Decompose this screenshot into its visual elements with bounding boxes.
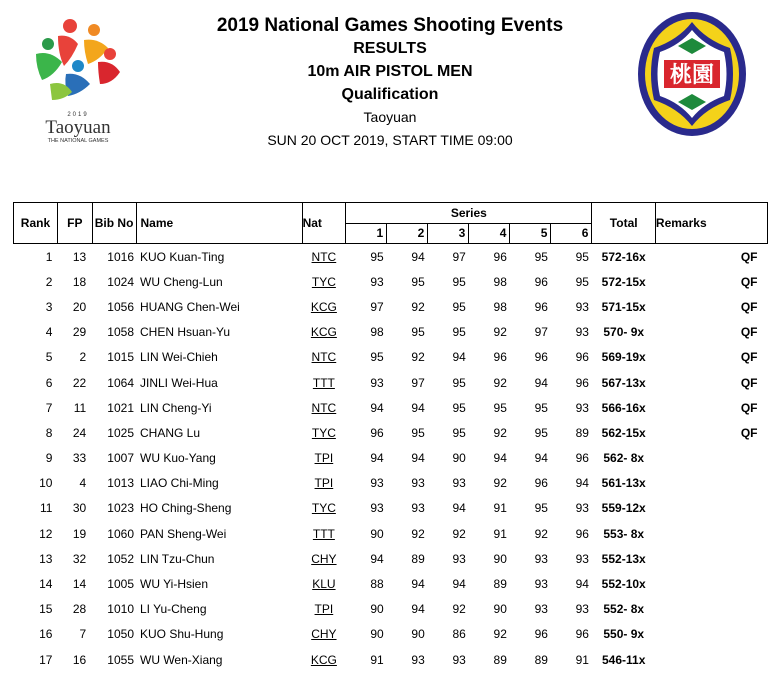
team-code-link: NTC — [311, 400, 337, 415]
header-series: Series — [346, 203, 592, 224]
remarks-cell — [655, 546, 767, 571]
series-6-score: 95 — [575, 249, 589, 264]
total-score-cell: 569-19x — [601, 350, 646, 365]
series-5-score: 93 — [534, 602, 548, 617]
athlete-name-cell: PAN Sheng-Wei — [140, 526, 227, 541]
series-3-score: 94 — [452, 350, 466, 365]
series-6-score: 96 — [575, 451, 589, 466]
team-code-cell — [302, 571, 346, 596]
series-1-score: 95 — [370, 249, 384, 264]
series-3-score: 94 — [452, 501, 466, 516]
series-4-score: 94 — [493, 451, 507, 466]
series-2-score: 92 — [411, 526, 425, 541]
series-3-score: 97 — [452, 249, 466, 264]
athlete-name-cell: JINLI Wei-Hua — [140, 375, 218, 390]
firing-point-cell: 24 — [72, 425, 87, 440]
firing-point-cell: 30 — [72, 501, 87, 516]
series-6-score: 89 — [575, 425, 589, 440]
bib-number-cell: 1052 — [107, 551, 134, 566]
header-fp: FP — [57, 203, 92, 244]
team-code-link: NTC — [311, 350, 337, 365]
series-4-score: 89 — [493, 577, 507, 592]
series-1-score: 93 — [370, 274, 384, 289]
series-3-score: 92 — [452, 602, 466, 617]
series-2-score: 95 — [411, 325, 425, 340]
series-4-score: 92 — [493, 425, 507, 440]
series-2-score: 94 — [411, 451, 425, 466]
bib-number-cell: 1005 — [107, 577, 134, 592]
series-6-score: 93 — [575, 551, 589, 566]
team-code-cell — [302, 345, 346, 370]
total-score-cell: 566-16x — [601, 400, 646, 415]
series-1-score: 90 — [370, 627, 384, 642]
series-4-score: 89 — [493, 652, 507, 667]
series-6-score: 93 — [575, 501, 589, 516]
report-header — [150, 14, 630, 152]
series-6-score: 96 — [575, 627, 589, 642]
series-5-score: 93 — [534, 551, 548, 566]
series-6-score: 93 — [575, 602, 589, 617]
athlete-name-cell: HO Ching-Sheng — [140, 501, 232, 516]
series-1-score: 88 — [370, 577, 384, 592]
series-4-score: 90 — [493, 551, 507, 566]
series-6-score: 96 — [575, 350, 589, 365]
rank-cell: 6 — [45, 375, 53, 390]
report-venue: Taoyuan — [363, 109, 417, 125]
series-5-score: 94 — [534, 451, 548, 466]
athlete-name-cell: LIN Wei-Chieh — [140, 350, 218, 365]
team-code-cell — [302, 521, 346, 546]
series-6-score: 91 — [575, 652, 589, 667]
total-score-cell: 562- 8x — [603, 451, 645, 466]
series-6-score: 94 — [575, 476, 589, 491]
series-2-score: 95 — [411, 425, 425, 440]
series-1-score: 94 — [370, 551, 384, 566]
city-emblem-icon — [636, 10, 748, 138]
series-1-score: 98 — [370, 325, 384, 340]
header-rank: Rank — [14, 203, 58, 244]
series-1-score: 96 — [370, 425, 384, 440]
bib-number-cell: 1056 — [107, 299, 134, 314]
table-row — [14, 420, 768, 445]
series-3-score: 95 — [452, 274, 466, 289]
bib-number-cell: 1064 — [107, 375, 134, 390]
series-5-score: 92 — [534, 526, 548, 541]
bib-number-cell: 1021 — [107, 400, 134, 415]
table-row — [14, 345, 768, 370]
series-4-score: 96 — [493, 249, 507, 264]
table-row — [14, 244, 768, 270]
series-1-score: 93 — [370, 501, 384, 516]
series-4-score: 91 — [493, 501, 507, 516]
results-table — [13, 202, 768, 672]
bib-number-cell: 1025 — [107, 425, 134, 440]
series-5-score: 93 — [534, 577, 548, 592]
emblem-characters: 桃園 — [669, 63, 715, 88]
series-2-score: 93 — [411, 652, 425, 667]
rank-cell: 11 — [39, 501, 53, 516]
series-1-score: 93 — [370, 375, 384, 390]
series-2-score: 93 — [411, 501, 425, 516]
series-4-score: 92 — [493, 375, 507, 390]
team-code-link: KLU — [312, 577, 336, 592]
remarks-cell — [655, 622, 767, 647]
rank-cell: 5 — [45, 350, 53, 365]
total-score-cell: 572-16x — [601, 249, 646, 264]
team-code-link: TPI — [314, 602, 334, 617]
team-code-cell — [302, 420, 346, 445]
rank-cell: 13 — [39, 551, 53, 566]
series-5-score: 96 — [534, 299, 548, 314]
series-1-score: 90 — [370, 602, 384, 617]
athlete-name-cell: LIN Cheng-Yi — [140, 400, 212, 415]
series-3-score: 95 — [452, 299, 466, 314]
series-2-score: 89 — [411, 551, 425, 566]
series-6-score: 94 — [575, 577, 589, 592]
series-3-score: 90 — [452, 451, 466, 466]
series-6-score: 93 — [575, 325, 589, 340]
series-5-score: 96 — [534, 627, 548, 642]
table-row — [14, 320, 768, 345]
firing-point-cell: 20 — [72, 299, 87, 314]
remarks-cell — [655, 496, 767, 521]
table-row — [14, 622, 768, 647]
team-code-cell — [302, 647, 346, 672]
team-code-cell — [302, 546, 346, 571]
table-row — [14, 571, 768, 596]
total-score-cell: 552-13x — [601, 551, 646, 566]
games-logo — [28, 14, 128, 144]
team-code-cell — [302, 269, 346, 294]
report-phase: Qualification — [341, 86, 439, 103]
rank-cell: 16 — [39, 627, 53, 642]
bib-number-cell: 1023 — [107, 501, 134, 516]
total-score-cell: 562-15x — [601, 425, 646, 440]
report-title: 2019 National Games Shooting Events — [216, 15, 564, 36]
team-code-cell — [302, 320, 346, 345]
table-row — [14, 269, 768, 294]
series-6-score: 95 — [575, 274, 589, 289]
table-row — [14, 521, 768, 546]
table-row — [14, 546, 768, 571]
series-4-score: 98 — [493, 299, 507, 314]
athlete-name-cell: LIN Tzu-Chun — [140, 551, 215, 566]
firing-point-cell: 7 — [79, 627, 87, 642]
series-2-score: 92 — [411, 350, 425, 365]
series-1-score: 95 — [370, 350, 384, 365]
header-remarks: Remarks — [655, 203, 767, 244]
firing-point-cell: 16 — [72, 652, 87, 667]
total-score-cell: 561-13x — [601, 476, 646, 491]
header-series-5: 5 — [510, 223, 551, 244]
bib-number-cell: 1015 — [107, 350, 134, 365]
bib-number-cell: 1060 — [107, 526, 134, 541]
total-score-cell: 571-15x — [601, 299, 646, 314]
series-3-score: 92 — [452, 526, 466, 541]
series-4-score: 92 — [493, 476, 507, 491]
series-2-score: 94 — [411, 602, 425, 617]
results-table-body — [14, 244, 768, 673]
report-results-label: RESULTS — [353, 40, 427, 57]
remarks-cell: QF — [740, 299, 758, 314]
firing-point-cell: 22 — [72, 375, 87, 390]
total-score-cell: 546-11x — [602, 652, 646, 667]
rank-cell: 10 — [39, 476, 53, 491]
team-code-cell — [302, 294, 346, 319]
report-event: 10m AIR PISTOL MEN — [307, 63, 473, 80]
team-code-link: KCG — [310, 325, 337, 340]
series-4-score: 91 — [493, 526, 507, 541]
series-2-score: 90 — [411, 627, 425, 642]
rank-cell: 7 — [45, 400, 53, 415]
series-5-score: 89 — [534, 652, 548, 667]
rank-cell: 14 — [39, 577, 53, 592]
header-nat: Nat — [302, 203, 346, 244]
firing-point-cell: 33 — [72, 451, 87, 466]
series-4-score: 98 — [493, 274, 507, 289]
remarks-cell — [655, 471, 767, 496]
city-emblem — [636, 10, 748, 138]
athlete-name-cell: CHANG Lu — [140, 425, 201, 440]
athlete-name-cell: WU Cheng-Lun — [140, 274, 223, 289]
series-2-score: 97 — [411, 375, 425, 390]
firing-point-cell: 14 — [72, 577, 87, 592]
series-1-score: 94 — [370, 451, 384, 466]
team-code-cell — [302, 496, 346, 521]
team-code-link: CHY — [311, 627, 337, 642]
series-1-score: 93 — [370, 476, 384, 491]
team-code-cell — [302, 395, 346, 420]
series-3-score: 95 — [452, 375, 466, 390]
firing-point-cell: 32 — [72, 551, 87, 566]
header-series-2: 2 — [387, 223, 428, 244]
firing-point-cell: 19 — [72, 526, 87, 541]
team-code-link: TYC — [311, 425, 336, 440]
games-logo-figures-icon — [28, 14, 128, 144]
series-1-score: 90 — [370, 526, 384, 541]
remarks-cell: QF — [740, 350, 758, 365]
series-2-score: 94 — [411, 400, 425, 415]
results-table-header — [14, 203, 768, 244]
logo-subtitle: THE NATIONAL GAMES — [47, 138, 109, 144]
team-code-link: TTT — [312, 526, 335, 541]
athlete-name-cell: LI Yu-Cheng — [140, 602, 207, 617]
report-date: SUN 20 OCT 2019, START TIME 09:00 — [267, 132, 513, 148]
header-series-3: 3 — [428, 223, 469, 244]
rank-cell: 8 — [45, 425, 53, 440]
bib-number-cell: 1024 — [107, 274, 134, 289]
table-row — [14, 647, 768, 672]
series-6-score: 93 — [575, 299, 589, 314]
total-score-cell: 570- 9x — [603, 325, 645, 340]
team-code-link: KCG — [310, 299, 337, 314]
team-code-link: TPI — [314, 451, 334, 466]
athlete-name-cell: LIAO Chi-Ming — [140, 476, 219, 491]
series-5-score: 96 — [534, 476, 548, 491]
rank-cell: 1 — [45, 249, 53, 264]
series-5-score: 95 — [534, 425, 548, 440]
team-code-link: CHY — [311, 551, 337, 566]
team-code-cell — [302, 471, 346, 496]
remarks-cell: QF — [740, 400, 758, 415]
bib-number-cell: 1010 — [107, 602, 134, 617]
athlete-name-cell: WU Kuo-Yang — [140, 451, 216, 466]
athlete-name-cell: HUANG Chen-Wei — [140, 299, 240, 314]
rank-cell: 4 — [45, 325, 53, 340]
team-code-link: NTC — [311, 249, 337, 264]
remarks-cell: QF — [740, 274, 758, 289]
total-score-cell: 553- 8x — [603, 526, 645, 541]
total-score-cell: 550- 9x — [603, 627, 645, 642]
series-6-score: 93 — [575, 400, 589, 415]
series-3-score: 93 — [452, 476, 466, 491]
series-4-score: 96 — [493, 350, 507, 365]
series-4-score: 92 — [493, 325, 507, 340]
team-code-cell — [302, 370, 346, 395]
remarks-cell — [655, 647, 767, 672]
series-4-score: 92 — [493, 627, 507, 642]
team-code-link: TYC — [311, 274, 336, 289]
series-3-score: 86 — [452, 627, 466, 642]
total-score-cell: 552- 8x — [603, 602, 645, 617]
rank-cell: 12 — [39, 526, 53, 541]
series-5-score: 95 — [534, 249, 548, 264]
team-code-link: TPI — [314, 476, 334, 491]
header-series-4: 4 — [469, 223, 510, 244]
header-series-1: 1 — [346, 223, 387, 244]
series-2-score: 95 — [411, 274, 425, 289]
series-5-score: 94 — [534, 375, 548, 390]
bib-number-cell: 1016 — [107, 249, 134, 264]
bib-number-cell: 1013 — [107, 476, 134, 491]
firing-point-cell: 2 — [79, 350, 87, 365]
table-row — [14, 597, 768, 622]
remarks-cell: QF — [740, 325, 758, 340]
firing-point-cell: 4 — [79, 476, 87, 491]
firing-point-cell: 28 — [72, 602, 87, 617]
series-3-score: 93 — [452, 652, 466, 667]
series-2-score: 94 — [411, 577, 425, 592]
firing-point-cell: 13 — [72, 249, 87, 264]
firing-point-cell: 11 — [73, 400, 87, 415]
athlete-name-cell: KUO Shu-Hung — [140, 627, 224, 642]
bib-number-cell: 1050 — [107, 627, 134, 642]
series-1-score: 94 — [370, 400, 384, 415]
series-4-score: 95 — [493, 400, 507, 415]
series-3-score: 95 — [452, 400, 466, 415]
table-row — [14, 370, 768, 395]
table-row — [14, 395, 768, 420]
rank-cell: 2 — [45, 274, 53, 289]
series-3-score: 93 — [452, 551, 466, 566]
series-5-score: 97 — [534, 325, 548, 340]
table-row — [14, 471, 768, 496]
remarks-cell — [655, 521, 767, 546]
bib-number-cell: 1007 — [107, 451, 134, 466]
series-1-score: 91 — [370, 652, 384, 667]
firing-point-cell: 29 — [72, 325, 87, 340]
athlete-name-cell: WU Yi-Hsien — [140, 577, 209, 592]
series-6-score: 96 — [575, 526, 589, 541]
total-score-cell: 552-10x — [601, 577, 646, 592]
series-4-score: 90 — [493, 602, 507, 617]
athlete-name-cell: CHEN Hsuan-Yu — [140, 325, 231, 340]
series-3-score: 95 — [452, 325, 466, 340]
remarks-cell: QF — [740, 375, 758, 390]
rank-cell: 17 — [39, 652, 53, 667]
rank-cell: 15 — [39, 602, 53, 617]
series-2-score: 93 — [411, 476, 425, 491]
firing-point-cell: 18 — [72, 274, 87, 289]
series-6-score: 96 — [575, 375, 589, 390]
team-code-cell — [302, 244, 346, 270]
athlete-name-cell: WU Wen-Xiang — [140, 652, 223, 667]
series-5-score: 95 — [534, 501, 548, 516]
series-2-score: 94 — [411, 249, 425, 264]
header-bib: Bib No — [92, 203, 136, 244]
series-1-score: 97 — [370, 299, 384, 314]
total-score-cell: 559-12x — [601, 501, 646, 516]
series-5-score: 95 — [534, 400, 548, 415]
header-name: Name — [136, 203, 302, 244]
team-code-link: TTT — [312, 375, 335, 390]
remarks-cell: QF — [740, 425, 758, 440]
team-code-cell — [302, 597, 346, 622]
rank-cell: 9 — [45, 451, 53, 466]
total-score-cell: 572-15x — [601, 274, 646, 289]
table-row — [14, 446, 768, 471]
remarks-cell — [655, 571, 767, 596]
header-series-6: 6 — [551, 223, 592, 244]
athlete-name-cell: KUO Kuan-Ting — [140, 249, 225, 264]
bib-number-cell: 1058 — [107, 325, 134, 340]
series-2-score: 92 — [411, 299, 425, 314]
remarks-cell — [655, 446, 767, 471]
team-code-link: KCG — [310, 652, 337, 667]
logo-city: Taoyuan — [45, 117, 111, 138]
bib-number-cell: 1055 — [107, 652, 134, 667]
team-code-link: TYC — [311, 501, 336, 516]
table-row — [14, 294, 768, 319]
total-score-cell: 567-13x — [601, 375, 646, 390]
table-row — [14, 496, 768, 521]
team-code-cell — [302, 622, 346, 647]
remarks-cell: QF — [740, 249, 758, 264]
series-5-score: 96 — [534, 350, 548, 365]
header-total: Total — [592, 203, 655, 244]
logo-year: 2019 — [67, 112, 89, 118]
remarks-cell — [655, 597, 767, 622]
team-code-cell — [302, 446, 346, 471]
series-3-score: 94 — [452, 577, 466, 592]
series-3-score: 95 — [452, 425, 466, 440]
rank-cell: 3 — [45, 299, 53, 314]
series-5-score: 96 — [534, 274, 548, 289]
